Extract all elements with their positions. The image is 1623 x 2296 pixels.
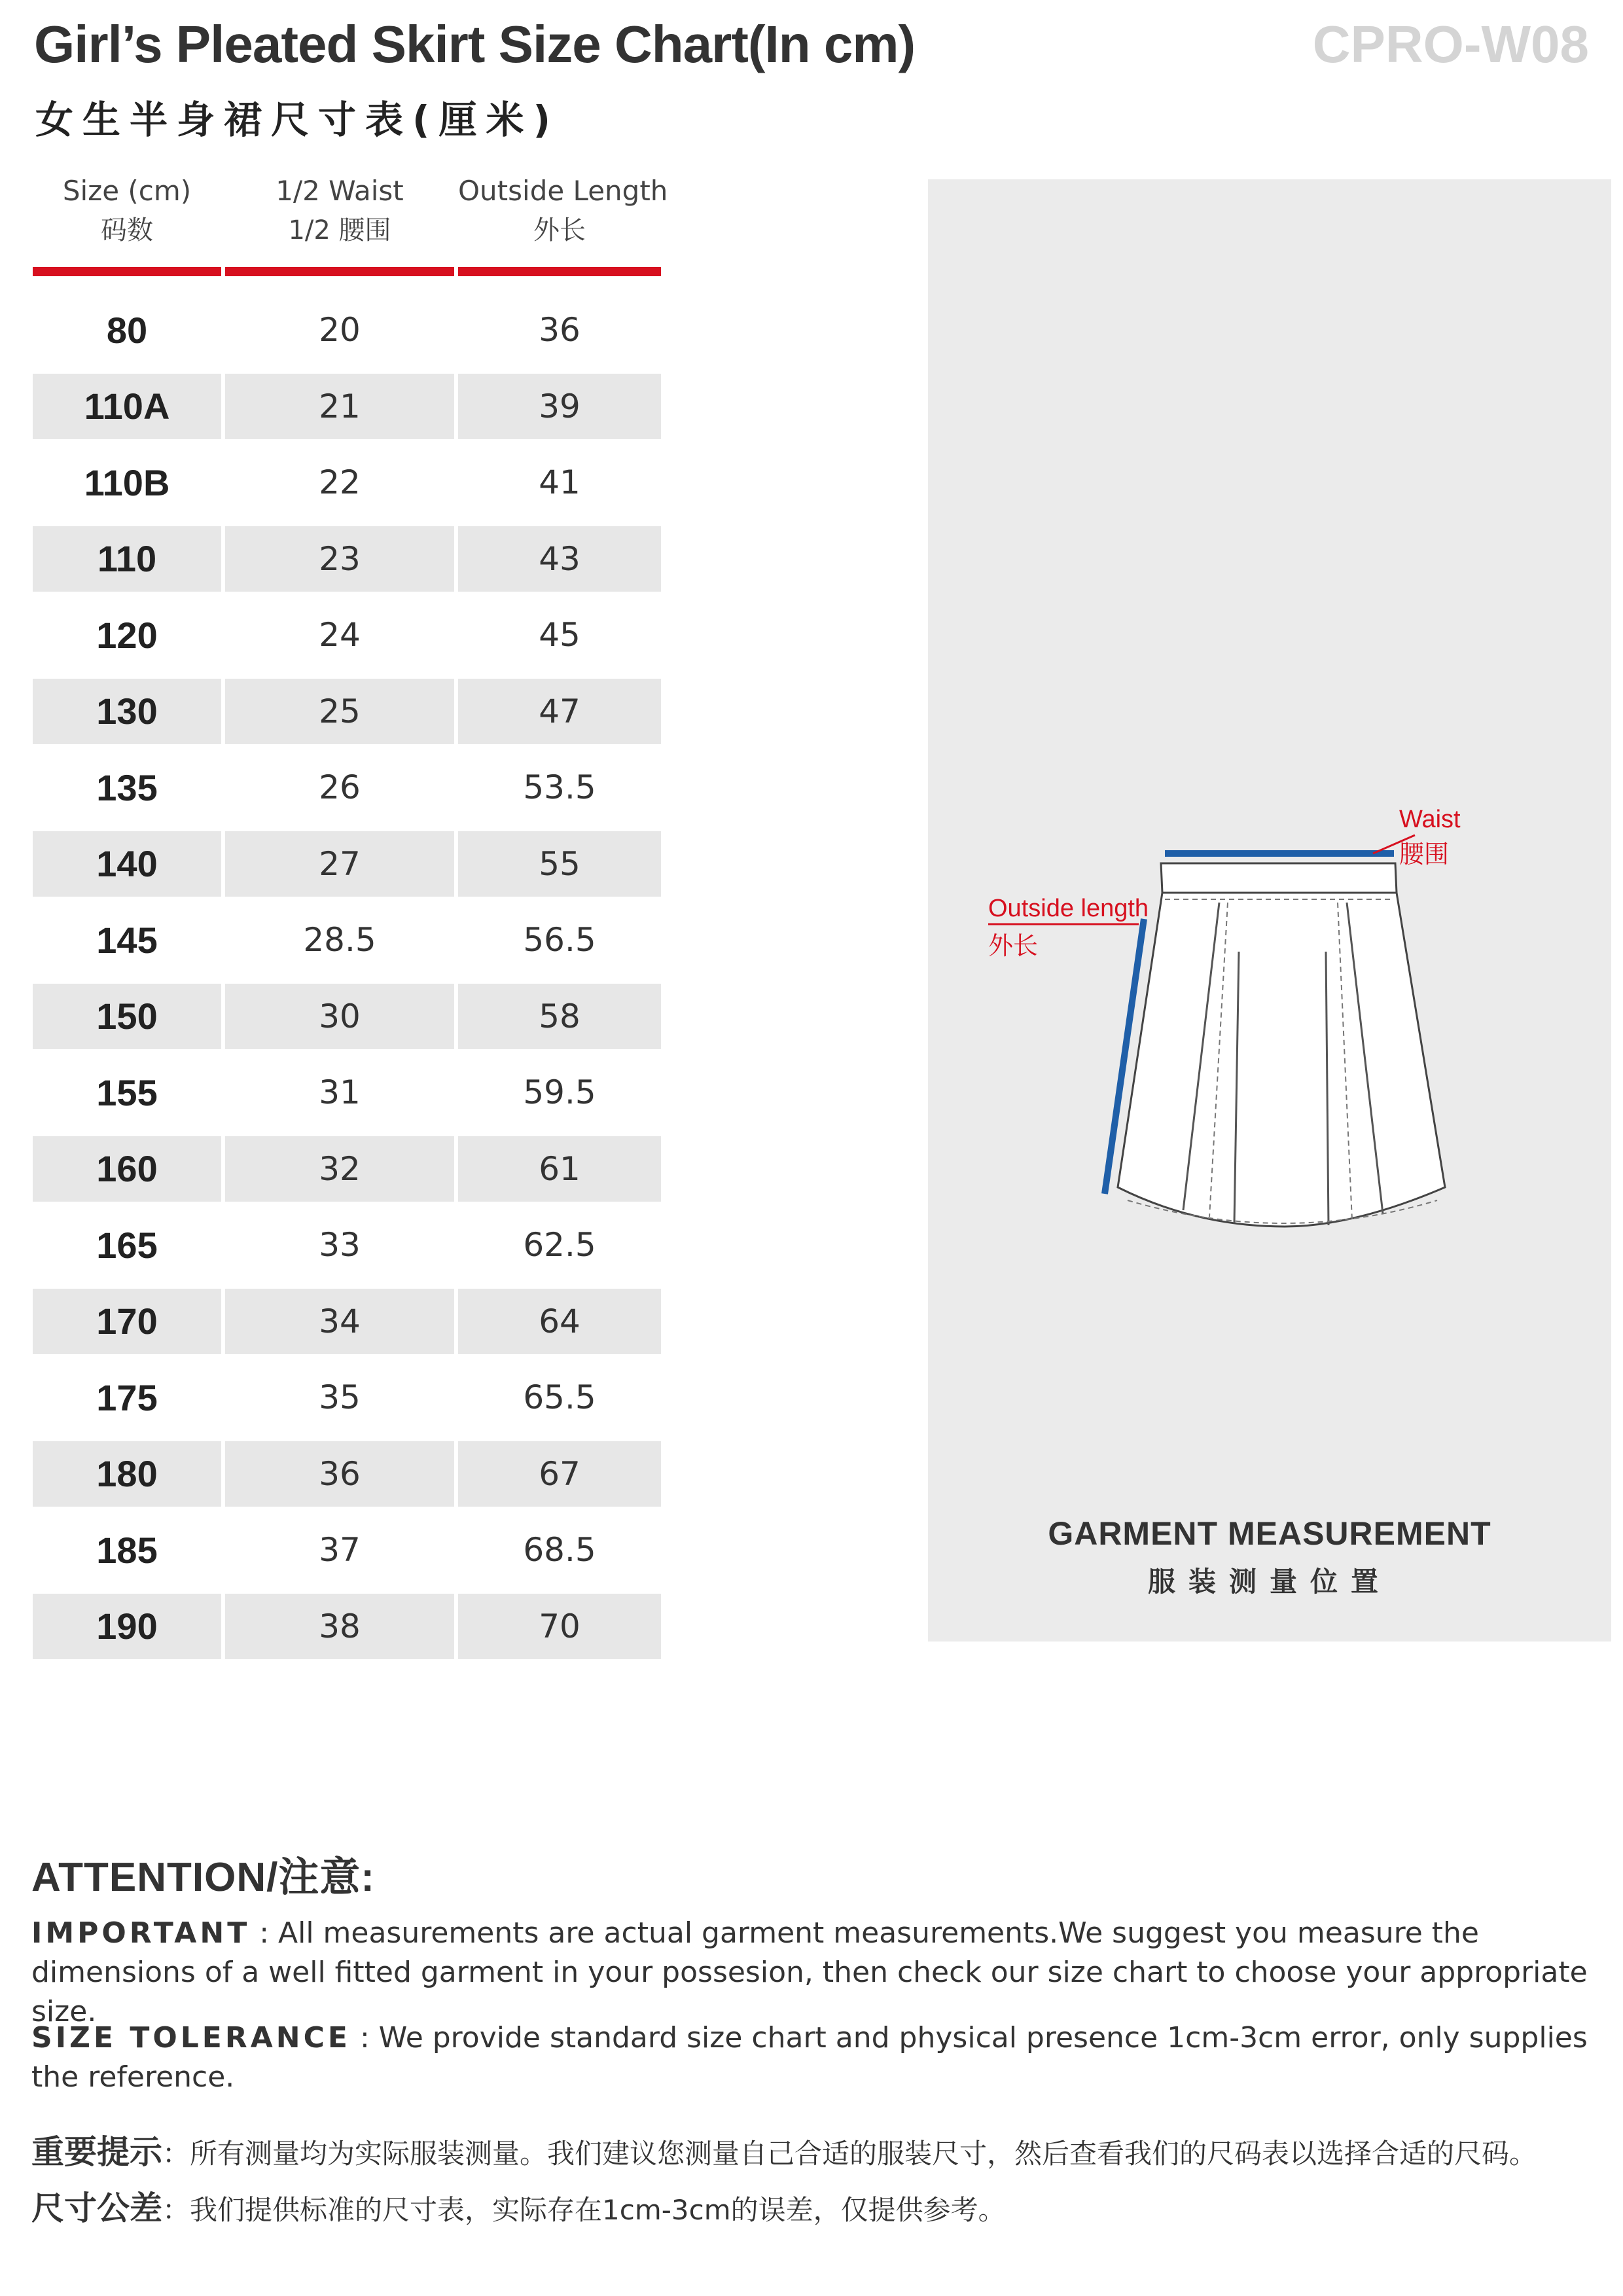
header-waist-cn: 1/2 腰围 xyxy=(288,215,391,245)
length-label-cn: 外长 xyxy=(988,931,1039,960)
important-label: IMPORTANT xyxy=(31,1916,251,1950)
diagram-caption-cn: 服装测量位置 xyxy=(1147,1566,1391,1598)
tolerance-text: : We provide standard size chart and physical presence 1cm-3cm error, only supplies the reference. xyxy=(31,2021,1588,2094)
waist-cell: 31 xyxy=(319,1073,361,1112)
tolerance-label: SIZE TOLERANCE xyxy=(31,2021,351,2054)
header-underline xyxy=(33,267,661,276)
waist-label-cn: 腰围 xyxy=(1399,840,1450,869)
header-waist xyxy=(225,169,454,267)
tolerance-label-cn: 尺寸公差 xyxy=(31,2189,162,2227)
waist-cell: 24 xyxy=(319,616,361,655)
waist-cell: 27 xyxy=(225,831,454,897)
table-row xyxy=(33,1359,661,1436)
size-cell: 155 xyxy=(96,1071,158,1113)
waist-cell: 35 xyxy=(319,1378,361,1417)
waist-cell: 37 xyxy=(319,1531,361,1570)
length-label-en: Outside length xyxy=(988,895,1149,922)
waist-cell: 26 xyxy=(319,768,361,807)
table-row xyxy=(33,978,661,1055)
size-cell: 145 xyxy=(96,919,158,961)
red-divider xyxy=(33,267,221,276)
size-cell: 110 xyxy=(33,526,221,592)
table-row xyxy=(33,1054,661,1131)
skirt-body-shape xyxy=(1118,893,1445,1227)
product-code: CPRO-W08 xyxy=(1312,15,1589,73)
length-cell: 47 xyxy=(458,679,661,744)
size-cell: 190 xyxy=(33,1594,221,1659)
waist-cell: 34 xyxy=(225,1289,454,1354)
table-row xyxy=(33,1131,661,1208)
waist-cell: 20 xyxy=(319,311,361,350)
size-cell: 140 xyxy=(33,831,221,897)
waist-cell: 21 xyxy=(225,374,454,439)
diagram-caption-en: GARMENT MEASUREMENT xyxy=(1048,1515,1491,1552)
header-waist-en: 1/2 Waist xyxy=(276,175,404,207)
waist-cell: 33 xyxy=(319,1226,361,1265)
size-cell: 80 xyxy=(106,309,148,351)
page-title: Girl’s Pleated Skirt Size Chart(In cm) xyxy=(34,15,916,73)
important-note xyxy=(31,1914,1589,2032)
important-text: : All measurements are actual garment measurements.We suggest you measure the dimensions of a well fitted garment in your possesion, then check our size chart to choose your appropriate size. xyxy=(31,1916,1588,2028)
waistband-shape xyxy=(1161,863,1397,893)
size-chart-table xyxy=(33,169,668,1664)
table-row xyxy=(33,292,661,368)
table-row xyxy=(33,1283,661,1360)
important-text-cn: ：所有测量均为实际服装测量。我们建议您测量自己合适的服装尺寸，然后查看我们的尺码表以选择合适的尺码。 xyxy=(162,2138,1537,2170)
table-row xyxy=(33,1436,661,1513)
waist-cell: 38 xyxy=(225,1594,454,1659)
size-cell: 120 xyxy=(96,614,158,656)
tolerance-text-cn: ：我们提供标准的尺寸表，实际存在1cm-3cm的误差，仅提供参考。 xyxy=(162,2194,1006,2226)
table-header xyxy=(33,169,668,267)
table-row xyxy=(33,368,661,445)
header-length xyxy=(458,169,668,267)
size-cell: 170 xyxy=(33,1289,221,1354)
size-cell: 160 xyxy=(33,1136,221,1202)
length-cell: 43 xyxy=(458,526,661,592)
table-row xyxy=(33,673,661,750)
red-divider xyxy=(225,267,454,276)
size-cell: 130 xyxy=(33,679,221,744)
attention-title: ATTENTION/注意: xyxy=(31,1855,376,1900)
table-row xyxy=(33,826,661,903)
length-cell: 67 xyxy=(458,1441,661,1507)
header-size-en: Size (cm) xyxy=(62,175,192,207)
size-cell: 110B xyxy=(84,461,170,503)
table-row xyxy=(33,1588,661,1665)
table-row xyxy=(33,1512,661,1588)
length-cell: 65.5 xyxy=(523,1378,596,1417)
length-cell: 62.5 xyxy=(523,1226,596,1265)
length-cell: 53.5 xyxy=(523,768,596,807)
header-size-cn: 码数 xyxy=(101,215,153,245)
header-size xyxy=(33,169,221,267)
important-note-cn xyxy=(31,2132,1589,2174)
size-cell: 150 xyxy=(33,984,221,1049)
length-cell: 59.5 xyxy=(523,1073,596,1112)
table-row xyxy=(33,444,661,521)
red-divider xyxy=(458,267,661,276)
tolerance-note xyxy=(31,2018,1589,2097)
waist-cell: 28.5 xyxy=(303,921,376,960)
waist-cell: 32 xyxy=(225,1136,454,1202)
length-cell: 68.5 xyxy=(523,1531,596,1570)
length-cell: 64 xyxy=(458,1289,661,1354)
garment-diagram-panel xyxy=(928,179,1611,1641)
table-row xyxy=(33,521,661,598)
header-length-cn: 外长 xyxy=(533,215,586,245)
length-cell: 56.5 xyxy=(523,921,596,960)
header-length-en: Outside Length xyxy=(458,175,668,207)
table-row xyxy=(33,902,661,978)
size-cell: 110A xyxy=(33,374,221,439)
length-cell: 58 xyxy=(458,984,661,1049)
length-cell: 45 xyxy=(539,616,580,655)
tolerance-note-cn xyxy=(31,2189,1589,2230)
table-row xyxy=(33,597,661,673)
page-subtitle-cn: 女生半身裙尺寸表(厘米) xyxy=(35,98,560,142)
waist-cell: 22 xyxy=(319,463,361,502)
length-cell: 39 xyxy=(458,374,661,439)
skirt-illustration xyxy=(928,179,1611,1641)
table-row xyxy=(33,749,661,826)
length-cell: 55 xyxy=(458,831,661,897)
waist-cell: 25 xyxy=(225,679,454,744)
important-label-cn: 重要提示 xyxy=(31,2133,162,2171)
length-cell: 36 xyxy=(539,311,580,350)
waist-label-en: Waist xyxy=(1399,806,1461,833)
size-cell: 135 xyxy=(96,766,158,808)
size-cell: 165 xyxy=(96,1224,158,1266)
size-cell: 175 xyxy=(96,1376,158,1418)
waist-cell: 23 xyxy=(225,526,454,592)
waist-cell: 36 xyxy=(225,1441,454,1507)
waist-cell: 30 xyxy=(225,984,454,1049)
length-cell: 41 xyxy=(539,463,580,502)
length-cell: 70 xyxy=(458,1594,661,1659)
size-cell: 180 xyxy=(33,1441,221,1507)
table-body xyxy=(33,292,661,1664)
size-cell: 185 xyxy=(96,1529,158,1571)
table-row xyxy=(33,1207,661,1283)
length-cell: 61 xyxy=(458,1136,661,1202)
